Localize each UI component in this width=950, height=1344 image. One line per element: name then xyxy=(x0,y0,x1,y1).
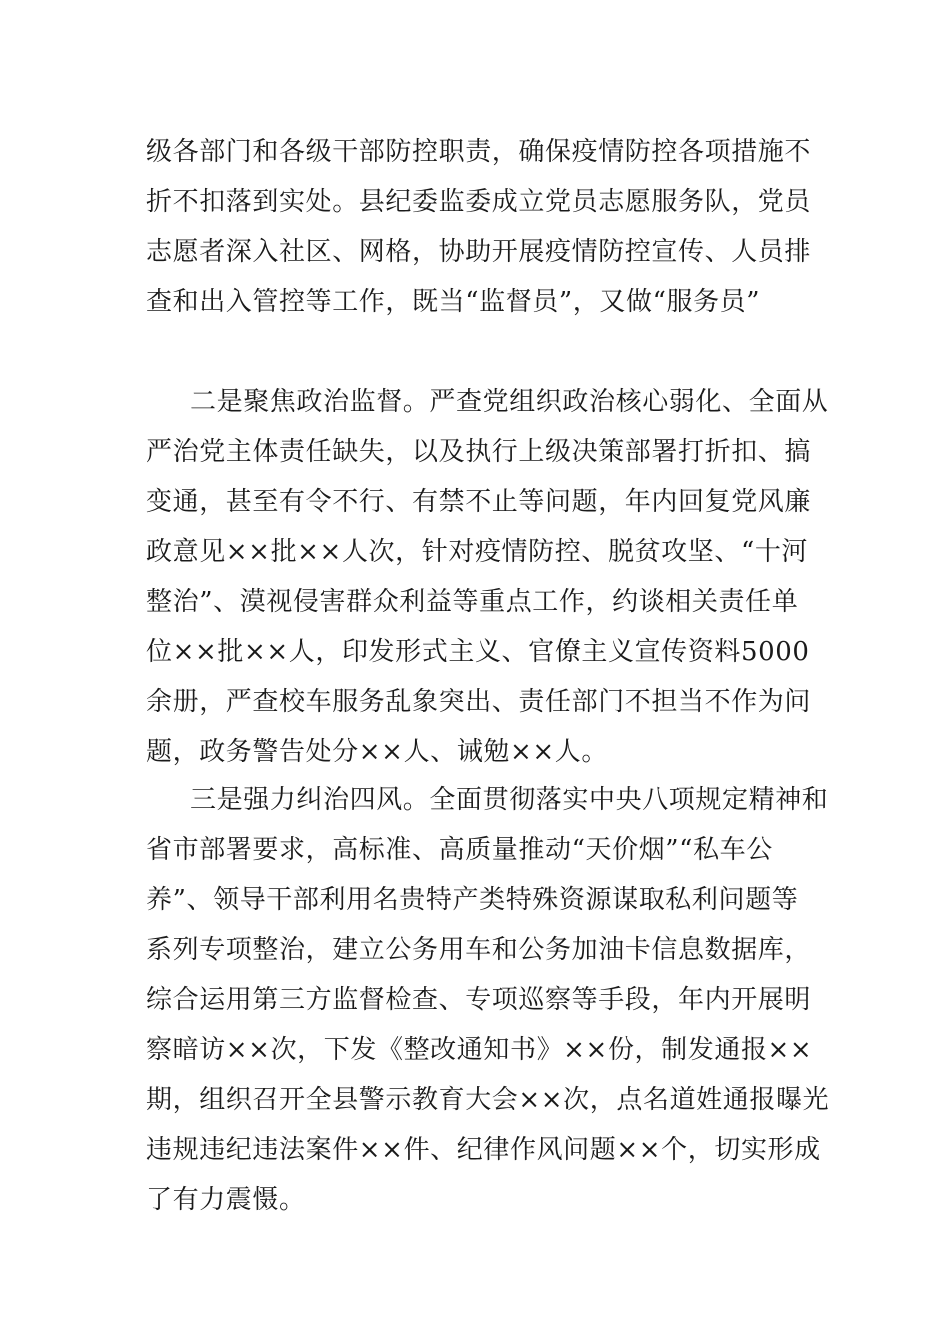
text-line: 严治党主体责任缺失，以及执行上级决策部署打折扣、搞 xyxy=(146,437,812,467)
text-line: 了有力震慑。 xyxy=(146,1185,306,1215)
text-line: 查和出入管控等工作，既当“监督员”，又做“服务员” xyxy=(146,287,761,317)
text-line: 题，政务警告处分××人、诫勉××人。 xyxy=(146,737,608,767)
text-line: 志愿者深入社区、网格，协助开展疫情防控宣传、人员排 xyxy=(146,237,812,267)
text-line: 折不扣落到实处。县纪委监委成立党员志愿服务队，党员 xyxy=(146,187,812,217)
text-line: 省市部署要求，高标准、高质量推动“天价烟”“私车公 xyxy=(146,835,773,865)
text-line: 系列专项整治，建立公务用车和公务加油卡信息数据库， xyxy=(146,935,812,965)
text-line: 察暗访××次，下发《整改通知书》××份，制发通报×× xyxy=(146,1035,813,1065)
text-line: 养”、领导干部利用名贵特产类特殊资源谋取私利问题等 xyxy=(146,885,799,915)
text-line: 余册，严查校车服务乱象突出、责任部门不担当不作为问 xyxy=(146,687,812,717)
text-line: 政意见××批××人次，针对疫情防控、脱贫攻坚、“十河 xyxy=(146,537,809,567)
text-line: 位××批××人，印发形式主义、官僚主义宣传资料5000 xyxy=(146,637,810,667)
text-line: 变通，甚至有令不行、有禁不止等问题，年内回复党风廉 xyxy=(146,487,812,517)
text-line: 违规违纪违法案件××件、纪律作风问题××个，切实形成 xyxy=(146,1135,821,1165)
text-line: 三是强力纠治四风。全面贯彻落实中央八项规定精神和 xyxy=(190,785,829,815)
text-line: 综合运用第三方监督检查、专项巡察等手段，年内开展明 xyxy=(146,985,812,1015)
text-line: 二是聚焦政治监督。严查党组织政治核心弱化、全面从 xyxy=(190,387,829,417)
text-line: 期，组织召开全县警示教育大会××次，点名道姓通报曝光 xyxy=(146,1085,830,1115)
text-line: 级各部门和各级干部防控职责，确保疫情防控各项措施不 xyxy=(146,137,812,167)
text-line: 整治”、漠视侵害群众利益等重点工作，约谈相关责任单 xyxy=(146,587,799,617)
